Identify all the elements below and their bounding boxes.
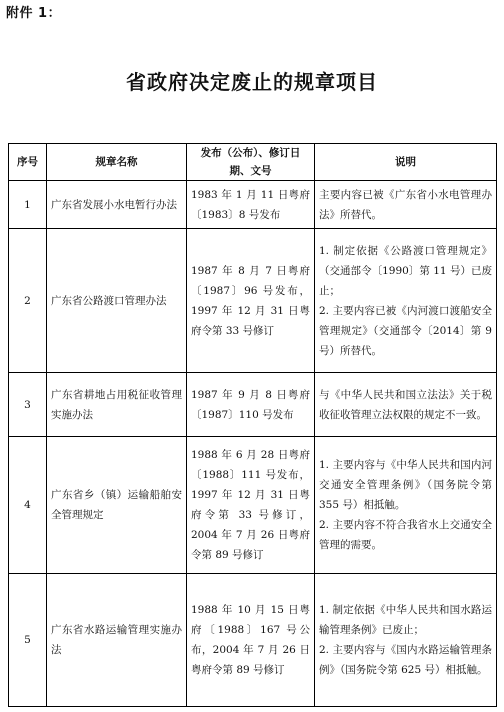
table-row bbox=[9, 181, 497, 229]
header-name: 规章名称 bbox=[47, 144, 187, 181]
note-cell bbox=[315, 574, 497, 707]
regulation-name: 广东省公路渡口管理办法 bbox=[47, 229, 187, 373]
regulation-name: 广东省发展小水电暂行办法 bbox=[47, 181, 187, 229]
table-row bbox=[9, 574, 497, 707]
issue-date: 1983 年 1 月 11 日粤府〔1983〕8 号发布 bbox=[187, 181, 315, 229]
attachment-label: 附件 1： bbox=[6, 6, 62, 21]
note-line: 1. 制定依据《中华人民共和国水路运输管理条例》已废止； bbox=[319, 604, 492, 636]
note-line: 2. 主要内容不符合我省水上交通安全管理的需要。 bbox=[319, 519, 492, 551]
row-number: 5 bbox=[9, 574, 47, 707]
regulations-table bbox=[8, 143, 497, 707]
table-header-row bbox=[9, 144, 497, 181]
regulation-name: 广东省乡（镇）运输船舶安全管理规定 bbox=[47, 437, 187, 574]
note-line: 2. 主要内容与《国内水路运输管理条例》（国务院令第 625 号）相抵触。 bbox=[319, 644, 492, 676]
note-line: 1. 制定依据《公路渡口管理规定》（交通部令〔1990〕第 11 号）已废止； bbox=[319, 244, 492, 297]
note-cell bbox=[315, 437, 497, 574]
row-number: 2 bbox=[9, 229, 47, 373]
note-cell bbox=[315, 181, 497, 229]
row-number: 1 bbox=[9, 181, 47, 229]
table-row bbox=[9, 437, 497, 574]
note-line: 2. 主要内容已被《内河渡口渡船安全管理规定》（交通部令〔2014〕第 9 号）所替代。 bbox=[319, 304, 492, 357]
header-note: 说明 bbox=[315, 144, 497, 181]
issue-date: 1988 年 6 月 28 日粤府〔1988〕111 号发布，1997 年 12 月 31 日粤府令第 33 号修订，2004 年 7 月 26 日粤府令第 89 号修订 bbox=[187, 437, 315, 574]
page-title: 省政府决定废止的规章项目 bbox=[126, 70, 378, 94]
note-cell bbox=[315, 229, 497, 373]
issue-date: 1988 年 10 月 15 日粤府〔1988〕167 号公布，2004 年 7 月 26 日粤府令第 89 号修订 bbox=[187, 574, 315, 707]
row-number: 3 bbox=[9, 373, 47, 437]
row-number: 4 bbox=[9, 437, 47, 574]
table-row bbox=[9, 229, 497, 373]
table-row bbox=[9, 373, 497, 437]
note-cell bbox=[315, 373, 497, 437]
regulation-name: 广东省水路运输管理实施办法 bbox=[47, 574, 187, 707]
issue-date: 1987 年 9 月 8 日粤府〔1987〕110 号发布 bbox=[187, 373, 315, 437]
regulation-name: 广东省耕地占用税征收管理实施办法 bbox=[47, 373, 187, 437]
header-no: 序号 bbox=[9, 144, 47, 181]
note-line: 1. 主要内容与《中华人民共和国内河交通安全管理条例》（国务院令第 355 号）相抵触。 bbox=[319, 459, 492, 511]
header-date: 发布（公布）、修订日期、文号 bbox=[187, 144, 315, 181]
note-line: 与《中华人民共和国立法法》关于税收征收管理立法权限的规定不一致。 bbox=[319, 388, 492, 421]
note-line: 主要内容已被《广东省小水电管理办法》所替代。 bbox=[319, 188, 492, 221]
issue-date: 1987 年 8 月 7 日粤府〔1987〕96 号发布，1997 年 12 月 31 日粤府令第 33 号修订 bbox=[187, 229, 315, 373]
